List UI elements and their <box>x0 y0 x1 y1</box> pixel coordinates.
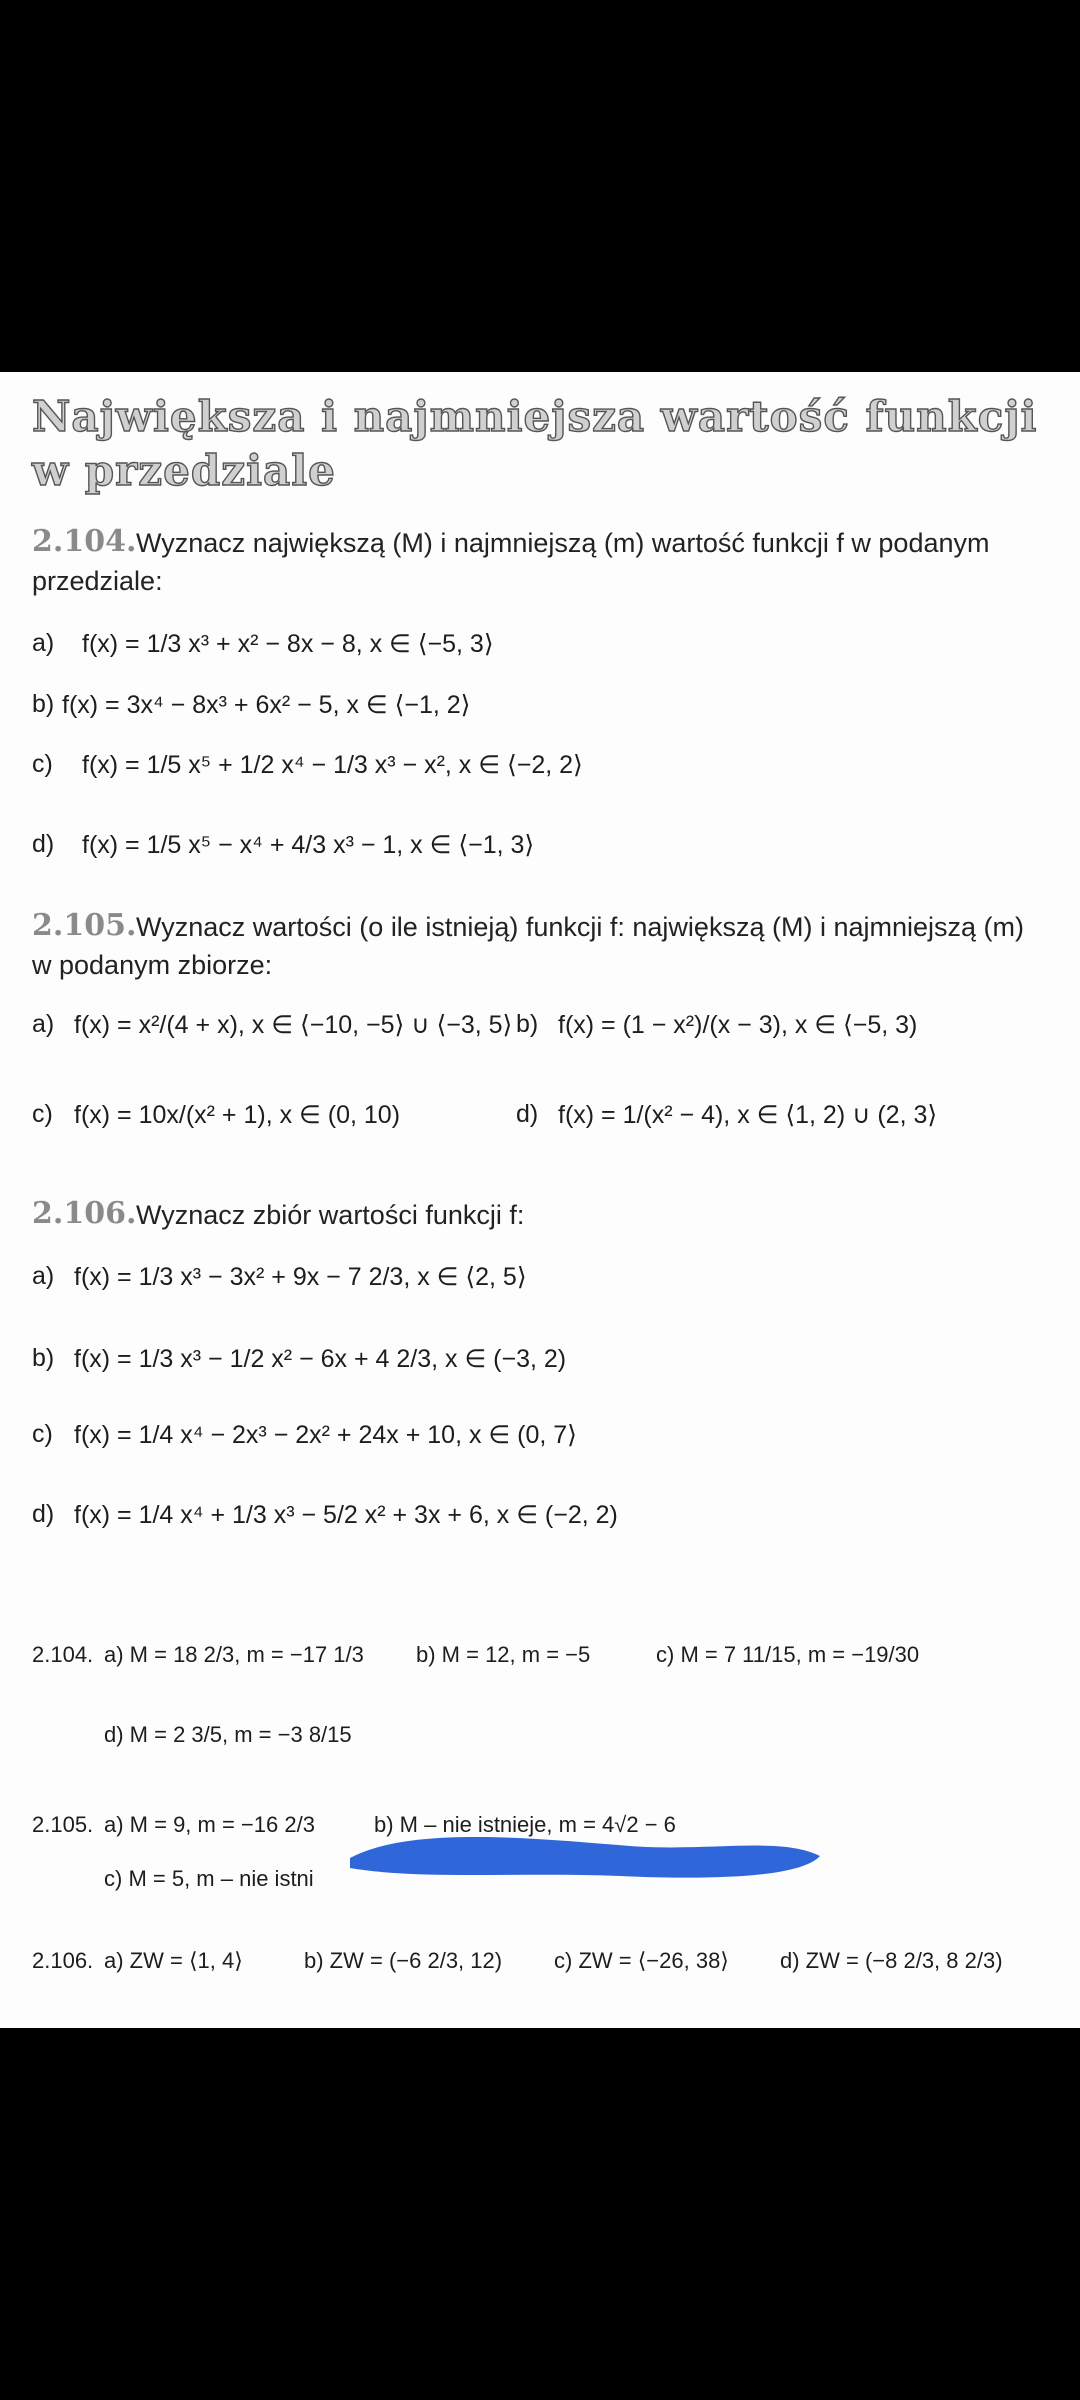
answer-2-105-c: c) M = 5, m – nie istni <box>104 1866 314 1891</box>
exercise-2-106-label-a: a) <box>32 1262 55 1290</box>
exercise-2-106-instruction: Wyznacz zbiór wartości funkcji f: <box>136 1200 525 1230</box>
answer-2-106-number: 2.106. <box>32 1948 94 1973</box>
answer-2-104-a: a) M = 18 2/3, m = −17 1/3 <box>104 1642 364 1667</box>
answer-2-105-a: a) M = 9, m = −16 2/3 <box>104 1812 315 1837</box>
exercise-number-2-106: 2.106. <box>32 1196 137 1231</box>
answer-2-104-d: d) M = 2 3/5, m = −3 8/15 <box>104 1722 352 1747</box>
answer-2-106-a: a) ZW = ⟨1, 4⟩ <box>104 1948 243 1973</box>
answer-2-106-c: c) ZW = ⟨−26, 38⟩ <box>554 1948 729 1973</box>
exercise-2-104-label-b: b) <box>32 690 55 718</box>
exercise-2-105-expression-a: f(x) = x²/(4 + x), x ∈ ⟨−10, −5⟩ ∪ ⟨−3, 5⟩ <box>74 1011 513 1039</box>
exercise-2-104-label-a: a) <box>32 629 55 657</box>
exercise-2-105-expression-c: f(x) = 10x/(x² + 1), x ∈ (0, 10) <box>74 1101 401 1129</box>
blue-pen-scribble <box>330 1818 840 1896</box>
exercise-2-106-label-d: d) <box>32 1500 55 1528</box>
exercise-2-105-label-c: c) <box>32 1100 53 1128</box>
exercise-2-105-instruction-line-1: Wyznacz wartości (o ile istnieją) funkcji f: największą (M) i najmniejszą (m) <box>136 912 1024 942</box>
exercise-2-105-label-b: b) <box>516 1010 539 1038</box>
answer-2-106-d: d) ZW = (−8 2/3, 8 2/3) <box>780 1948 1003 1973</box>
exercise-2-106-label-c: c) <box>32 1420 53 1448</box>
exercise-2-104-expression-b: f(x) = 3x⁴ − 8x³ + 6x² − 5, x ∈ ⟨−1, 2⟩ <box>62 691 471 719</box>
answer-2-104-c: c) M = 7 11/15, m = −19/30 <box>656 1642 920 1667</box>
exercise-2-106-expression-a: f(x) = 1/3 x³ − 3x² + 9x − 7 2/3, x ∈ ⟨2, 5⟩ <box>74 1263 527 1291</box>
exercise-2-104-expression-c: f(x) = 1/5 x⁵ + 1/2 x⁴ − 1/3 x³ − x², x ∈ ⟨−2, 2⟩ <box>82 751 583 779</box>
answer-2-104-number: 2.104. <box>32 1642 94 1667</box>
answer-2-105-b: b) M – nie istnieje, m = 4√2 − 6 <box>374 1812 676 1837</box>
exercise-number-2-105: 2.105. <box>32 908 137 943</box>
exercise-2-105-expression-b: f(x) = (1 − x²)/(x − 3), x ∈ ⟨−5, 3) <box>558 1011 918 1039</box>
exercise-2-104-expression-d: f(x) = 1/5 x⁵ − x⁴ + 4/3 x³ − 1, x ∈ ⟨−1, 3⟩ <box>82 831 535 859</box>
answer-2-104-b: b) M = 12, m = −5 <box>416 1642 591 1667</box>
exercise-2-106-expression-b: f(x) = 1/3 x³ − 1/2 x² − 6x + 4 2/3, x ∈ (−3, 2) <box>74 1345 567 1373</box>
section-title-line-2: w przedziale <box>32 446 336 495</box>
exercise-2-105-label-a: a) <box>32 1010 55 1038</box>
exercise-2-106-expression-c: f(x) = 1/4 x⁴ − 2x³ − 2x² + 24x + 10, x ∈ (0, 7⟩ <box>74 1421 577 1449</box>
exercise-2-105-expression-d: f(x) = 1/(x² − 4), x ∈ ⟨1, 2) ∪ (2, 3⟩ <box>558 1101 938 1129</box>
exercise-2-106-label-b: b) <box>32 1344 55 1372</box>
textbook-page <box>0 372 1080 2028</box>
scribble-stroke <box>350 1837 820 1878</box>
exercise-number-2-104: 2.104. <box>32 524 137 559</box>
exercise-2-105-label-d: d) <box>516 1100 539 1128</box>
exercise-2-104-label-d: d) <box>32 830 55 858</box>
exercise-2-104-instruction-line-2: przedziale: <box>32 566 163 596</box>
exercise-2-104-label-c: c) <box>32 750 53 778</box>
exercise-2-104-instruction-line-1: Wyznacz największą (M) i najmniejszą (m) wartość funkcji f w podanym <box>136 528 990 558</box>
answer-2-106-b: b) ZW = (−6 2/3, 12) <box>304 1948 503 1973</box>
exercise-2-105-instruction-line-2: w podanym zbiorze: <box>32 950 273 980</box>
exercise-2-106-expression-d: f(x) = 1/4 x⁴ + 1/3 x³ − 5/2 x² + 3x + 6, x ∈ (−2, 2) <box>74 1501 618 1529</box>
answer-2-105-number: 2.105. <box>32 1812 94 1837</box>
exercise-2-104-expression-a: f(x) = 1/3 x³ + x² − 8x − 8, x ∈ ⟨−5, 3⟩ <box>82 630 494 658</box>
section-title-line-1: Największa i najmniejsza wartość funkcji <box>32 392 1038 441</box>
